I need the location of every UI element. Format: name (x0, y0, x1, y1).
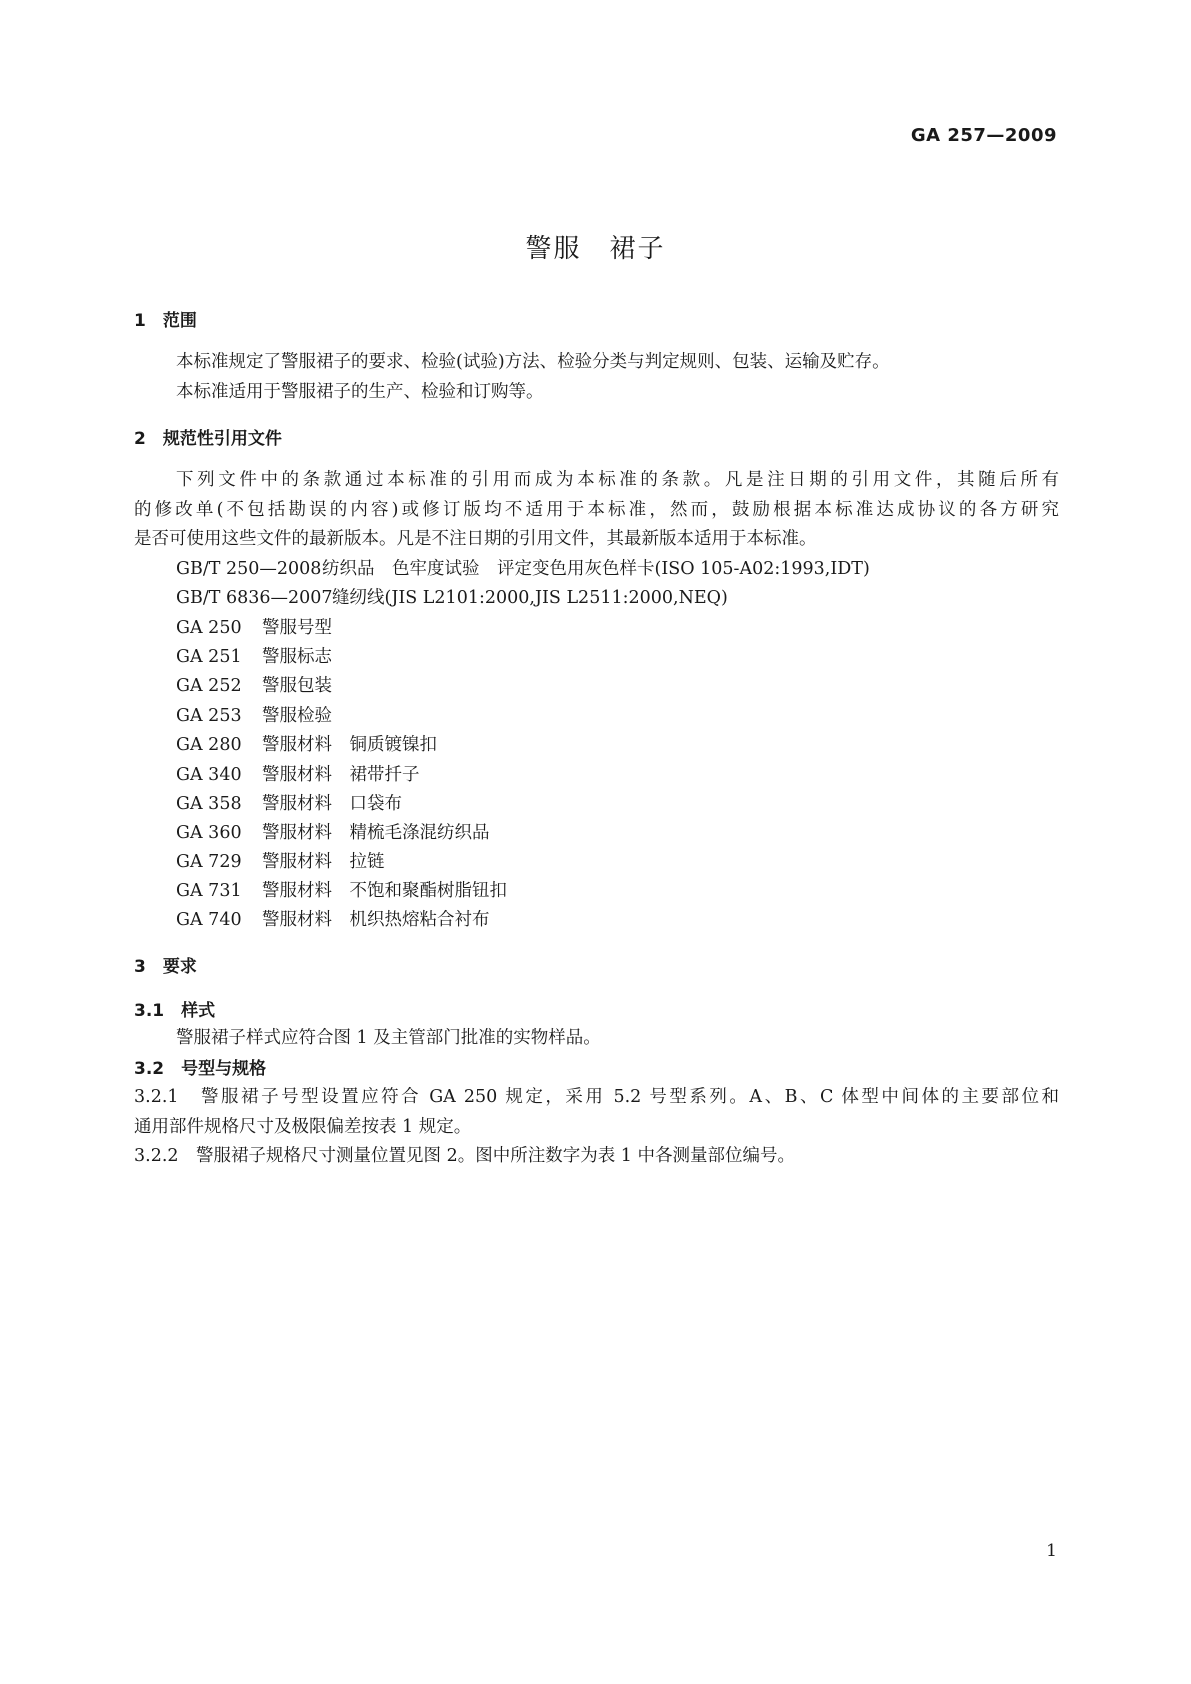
reference-item (176, 906, 490, 931)
reference-title: 缝纫线(JIS L2101:2000,JIS L2511:2000,NEQ) (332, 588, 728, 608)
reference-item (176, 672, 332, 697)
reference-title: 警服材料 裙带扦子 (262, 765, 420, 785)
reference-title: 警服标志 (262, 647, 332, 667)
clause-3-2-1-line: 3.2.1 警服裙子号型设置应符合 GA 250 规定，采用 5.2 号型系列。A、B、C 体型中间体的主要部位和 (134, 1087, 1059, 1107)
reference-item (176, 848, 385, 873)
clause-3-2-1-line: 通用部件规格尺寸及极限偏差按表 1 规定。 (134, 1117, 472, 1137)
section-2-intro-line: 是否可使用这些文件的最新版本。凡是不注日期的引用文件，其最新版本适用于本标准。 (134, 529, 817, 549)
reference-title: 警服材料 机织热熔粘合衬布 (262, 910, 490, 930)
reference-code: GA 251 (176, 647, 242, 667)
reference-item (176, 819, 490, 844)
reference-code: GA 360 (176, 823, 242, 843)
reference-title: 警服材料 口袋布 (262, 794, 402, 814)
reference-item (176, 731, 437, 756)
reference-code: GA 280 (176, 735, 242, 755)
reference-item (176, 584, 728, 609)
reference-code: GA 252 (176, 676, 242, 696)
reference-title: 警服检验 (262, 706, 332, 726)
reference-code: GB/T 6836—2007 (176, 588, 333, 608)
reference-title: 警服号型 (262, 618, 332, 638)
section-2-intro-line: 的修改单(不包括勘误的内容)或修订版均不适用于本标准，然而，鼓励根据本标准达成协议的各方研究 (134, 500, 1059, 520)
section-2-intro-line: 下列文件中的条款通过本标准的引用而成为本标准的条款。凡是注日期的引用文件，其随后所有 (176, 470, 1059, 490)
section-3-1-text: 警服裙子样式应符合图 1 及主管部门批准的实物样品。 (176, 1028, 601, 1048)
section-3-heading: 3 要求 (134, 957, 197, 977)
reference-item (176, 761, 420, 786)
clause-3-2-2: 3.2.2 警服裙子规格尺寸测量位置见图 2。图中所注数字为表 1 中各测量部位编号。 (134, 1146, 795, 1166)
reference-title: 警服材料 铜质镀镍扣 (262, 735, 437, 755)
reference-code: GA 731 (176, 881, 242, 901)
reference-title: 纺织品 色牢度试验 评定变色用灰色样卡(ISO 105-A02:1993,IDT) (322, 559, 870, 579)
section-1-paragraph: 本标准规定了警服裙子的要求、检验(试验)方法、检验分类与判定规则、包装、运输及贮存。 (176, 352, 890, 372)
section-2-heading: 2 规范性引用文件 (134, 429, 282, 449)
reference-code: GA 729 (176, 852, 242, 872)
reference-code: GA 253 (176, 706, 242, 726)
reference-item (176, 790, 402, 815)
reference-item (176, 702, 332, 727)
reference-item (176, 614, 332, 639)
document-title: 警服 裙子 (525, 234, 666, 264)
reference-code: GA 340 (176, 765, 242, 785)
reference-item (176, 877, 507, 902)
reference-title: 警服材料 不饱和聚酯树脂钮扣 (262, 881, 507, 901)
reference-code: GA 358 (176, 794, 242, 814)
reference-code: GA 740 (176, 910, 242, 930)
section-1-heading: 1 范围 (134, 311, 197, 331)
section-3-1-heading: 3.1 样式 (134, 1001, 216, 1021)
reference-title: 警服材料 精梳毛涤混纺织品 (262, 823, 490, 843)
reference-title: 警服包装 (262, 676, 332, 696)
standard-code: GA 257—2009 (910, 125, 1057, 146)
section-3-2-heading: 3.2 号型与规格 (134, 1059, 267, 1079)
page-number: 1 (1046, 1541, 1057, 1561)
reference-item (176, 643, 332, 668)
section-1-paragraph: 本标准适用于警服裙子的生产、检验和订购等。 (176, 382, 544, 402)
reference-code: GB/T 250—2008 (176, 559, 322, 579)
reference-code: GA 250 (176, 618, 242, 638)
reference-title: 警服材料 拉链 (262, 852, 385, 872)
reference-item (176, 555, 870, 580)
